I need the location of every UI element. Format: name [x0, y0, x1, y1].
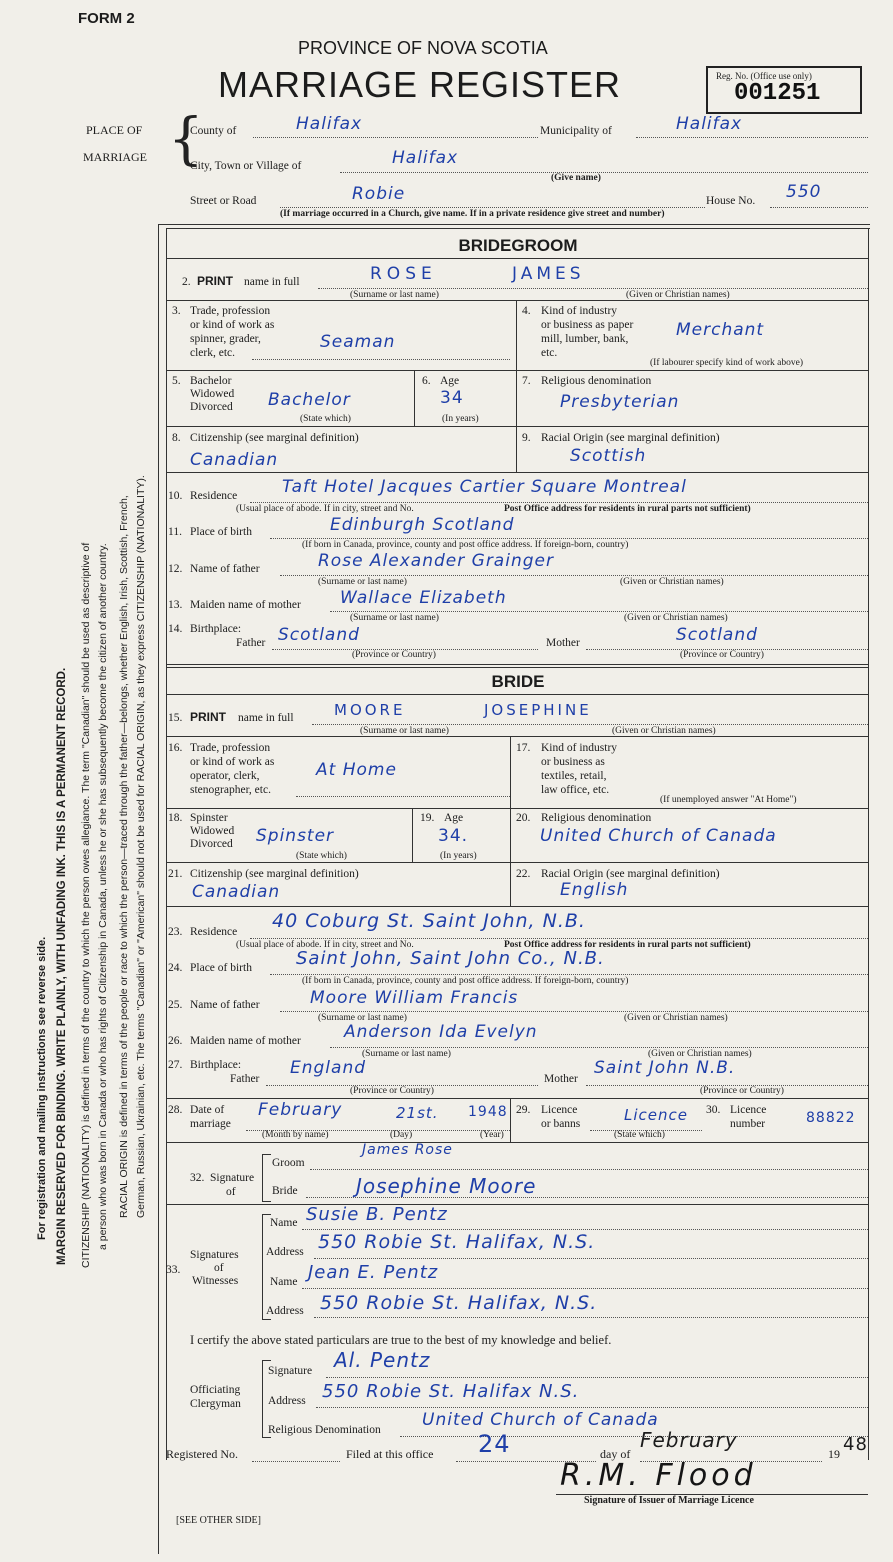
groom-given-name: JAMES	[512, 264, 585, 284]
bride-religion-label: Religious denomination	[541, 812, 652, 824]
bride-age-value: 34.	[438, 826, 469, 846]
groom-given-caption: (Given or Christian names)	[626, 290, 730, 300]
groom-f4-num: 4.	[522, 305, 531, 317]
groom-f9-num: 9.	[522, 432, 531, 444]
bride-f20-num: 20.	[516, 812, 531, 824]
margin-citizenship-definition: CITIZENSHIP (NATIONALITY) is defined in terms of the country to which the person owes allegiance. The term "Canadian" should be used as descriptive of	[80, 542, 92, 1268]
bride-residence-label: Residence	[190, 926, 238, 938]
filed-day: 24	[478, 1430, 511, 1458]
groom-age-caption: (In years)	[442, 414, 479, 424]
certification-statement: I certify the above stated particulars are true to the best of my knowledge and belief.	[190, 1333, 612, 1347]
registration-number-box	[706, 66, 862, 114]
groom-f2-num: 2.	[182, 276, 191, 288]
bride-f25-num: 25.	[168, 999, 183, 1011]
city-value: Halifax	[392, 148, 459, 168]
margin-citizenship-definition-2: a person who was born in Canada or who has rights of Citizenship in Canada, unless he or she has subsequently become the citizen of another country.	[97, 543, 109, 1250]
marriage-month-caption: (Month by name)	[262, 1130, 329, 1140]
street-value: Robie	[352, 184, 406, 204]
bride-status-caption: (State which)	[296, 851, 347, 861]
bride-f19-num: 19.	[420, 812, 435, 824]
groom-status-caption: (State which)	[300, 414, 351, 424]
witnesses-label-1: Signatures	[190, 1249, 239, 1261]
bride-father-value: Moore William Francis	[310, 988, 519, 1008]
form-number: FORM 2	[78, 10, 135, 27]
groom-age-value: 34	[440, 388, 464, 408]
house-no-label: House No.	[706, 195, 756, 207]
groom-birthplace-value: Edinburgh Scotland	[330, 515, 515, 535]
city-label: City, Town or Village of	[190, 160, 302, 172]
witness2-name-label: Name	[270, 1276, 298, 1288]
margin-racial-definition: RACIAL ORIGIN is defined in terms of the people or race to which the person—traced through the father—belongs, whether English, Irish, Scottish, French,	[118, 495, 130, 1218]
bride-origin-label: Racial Origin (see marginal definition)	[541, 868, 720, 880]
bride-f23-num: 23.	[168, 926, 183, 938]
bride-residence-value: 40 Coburg St. Saint John, N.B.	[272, 910, 586, 932]
clergyman-label-1: Officiating	[190, 1384, 241, 1396]
clergy-address: 550 Robie St. Halifax N.S.	[322, 1381, 580, 1402]
groom-name-label: name in full	[244, 276, 300, 288]
witness2-name: Jean E. Pentz	[308, 1262, 439, 1283]
bride-mother-value: Anderson Ida Evelyn	[344, 1022, 538, 1042]
street-label: Street or Road	[190, 195, 257, 207]
bride-f27-num: 27.	[168, 1059, 183, 1071]
bride-father-bp-caption: (Province or Country)	[350, 1086, 434, 1096]
bride-father-label: Name of father	[190, 999, 260, 1011]
marriage-day: 21st.	[396, 1104, 439, 1122]
witness2-address-label: Address	[266, 1305, 304, 1317]
bride-f24-num: 24.	[168, 962, 183, 974]
marriage-date-label-2: marriage	[190, 1118, 231, 1130]
bride-name-label: name in full	[238, 712, 294, 724]
bride-f16-num: 16.	[168, 742, 183, 754]
day-of-label: day of	[600, 1447, 631, 1461]
groom-father-surname-caption: (Surname or last name)	[318, 577, 407, 587]
municipality-value: Halifax	[676, 114, 743, 134]
groom-father-value: Rose Alexander Grainger	[318, 551, 554, 571]
groom-f10-num: 10.	[168, 490, 183, 502]
groom-industry-label-2: or business as paper	[541, 319, 634, 331]
margin-note-binding: MARGIN RESERVED FOR BINDING. WRITE PLAINLY, WITH UNFADING INK. THIS IS A PERMANENT RECORD.	[56, 667, 68, 1265]
groom-religion-label: Religious denomination	[541, 375, 652, 387]
groom-residence-value: Taft Hotel Jacques Cartier Square Montreal	[282, 477, 687, 497]
witness1-name-label: Name	[270, 1217, 298, 1229]
groom-age-label: Age	[440, 375, 460, 387]
groom-surname-caption: (Surname or last name)	[350, 290, 439, 300]
groom-f12-num: 12.	[168, 563, 183, 575]
licence-banns-label-1: Licence	[541, 1104, 578, 1116]
bride-status-label-1: Spinster	[190, 812, 228, 824]
groom-trade-value: Seaman	[320, 332, 396, 352]
groom-residence-caption: (Usual place of abode. If in city, street and No.	[236, 504, 414, 514]
groom-f6-num: 6.	[422, 375, 431, 387]
groom-signature: James Rose	[362, 1142, 453, 1158]
groom-residence-caption-2: Post Office address for residents in rural parts not sufficient)	[504, 504, 751, 514]
bride-industry-label-4: law office, etc.	[541, 784, 610, 796]
margin-note-instructions: For registration and mailing instructions see reverse side.	[36, 936, 48, 1240]
bride-mother-surname-caption: (Surname or last name)	[362, 1049, 451, 1059]
bride-birthplace-value: Saint John, Saint John Co., N.B.	[296, 948, 605, 969]
groom-residence-label: Residence	[190, 490, 238, 502]
bride-heading: BRIDE	[491, 672, 545, 691]
bride-industry-label-1: Kind of industry	[541, 742, 618, 754]
filed-year: 48	[843, 1434, 868, 1455]
page-title: MARRIAGE REGISTER	[218, 64, 622, 105]
witnesses-label-2: of	[214, 1262, 224, 1274]
margin-racial-definition-2: German, Russian, Ukrainian, etc. The terms "Canadian" or "American" should not be used for RACIAL ORIGIN, as they express CITIZENSHIP (NATIONALITY).	[135, 475, 147, 1218]
marriage-day-caption: (Day)	[390, 1130, 413, 1140]
bride-residence-caption: (Usual place of abode. If in city, street and No.	[236, 940, 414, 950]
marriage-label: MARRIAGE	[83, 150, 148, 164]
clergy-signature: Al. Pentz	[334, 1348, 431, 1372]
bride-birthplace-parents-label: Birthplace:	[190, 1059, 242, 1071]
witnesses-f33-num: 33.	[166, 1264, 181, 1276]
bride-citizenship-label: Citizenship (see marginal definition)	[190, 868, 359, 880]
groom-trade-label-4: clerk, etc.	[190, 347, 236, 359]
groom-mother-surname-caption: (Surname or last name)	[350, 613, 439, 623]
groom-father-bp-label: Father	[236, 637, 266, 649]
place-of-label: PLACE OF	[86, 123, 143, 137]
licence-banns-label-2: or banns	[541, 1118, 581, 1130]
groom-father-label: Name of father	[190, 563, 260, 575]
bridegroom-heading: BRIDEGROOM	[458, 236, 578, 255]
groom-status-label-3: Divorced	[190, 401, 233, 413]
groom-mother-bp-label: Mother	[546, 637, 580, 649]
marriage-f30-num: 30.	[706, 1104, 721, 1116]
clergyman-label-2: Clergyman	[190, 1398, 241, 1410]
witness1-address-label: Address	[266, 1246, 304, 1258]
groom-industry-note: (If labourer specify kind of work above)	[650, 358, 803, 368]
bride-trade-label-3: operator, clerk,	[190, 770, 260, 782]
groom-industry-label-3: mill, lumber, bank,	[541, 333, 629, 345]
groom-birthplace-parents-label: Birthplace:	[190, 623, 242, 635]
groom-status-value: Bachelor	[268, 390, 351, 410]
marriage-f29-num: 29.	[516, 1104, 531, 1116]
licence-number-label-1: Licence	[730, 1104, 767, 1116]
groom-industry-label-4: etc.	[541, 347, 558, 359]
house-no-value: 550	[786, 182, 822, 202]
bride-status-label-2: Widowed	[190, 825, 235, 837]
groom-mother-given-caption: (Given or Christian names)	[624, 613, 728, 623]
marriage-month: February	[258, 1100, 343, 1120]
groom-father-bp-value: Scotland	[278, 625, 360, 645]
clergy-denomination: United Church of Canada	[422, 1410, 659, 1430]
groom-mother-label: Maiden name of mother	[190, 599, 301, 611]
groom-industry-label-1: Kind of industry	[541, 305, 618, 317]
bride-surname: MOORE	[334, 701, 406, 719]
bride-origin-value: English	[560, 880, 629, 900]
groom-f13-num: 13.	[168, 599, 183, 611]
groom-father-given-caption: (Given or Christian names)	[620, 577, 724, 587]
see-other-side: [SEE OTHER SIDE]	[176, 1515, 261, 1526]
bride-f26-num: 26.	[168, 1035, 183, 1047]
groom-f11-num: 11.	[168, 526, 182, 538]
clergy-denomination-label: Religious Denomination	[268, 1424, 381, 1436]
bride-father-bp-label: Father	[230, 1073, 260, 1085]
groom-mother-bp-value: Scotland	[676, 625, 758, 645]
groom-f8-num: 8.	[172, 432, 181, 444]
groom-origin-label: Racial Origin (see marginal definition)	[541, 432, 720, 444]
licence-banns-value: Licence	[624, 1106, 688, 1124]
groom-f7-num: 7.	[522, 375, 531, 387]
bride-surname-caption: (Surname or last name)	[360, 726, 449, 736]
bride-father-given-caption: (Given or Christian names)	[624, 1013, 728, 1023]
registered-no-label: Registered No.	[166, 1447, 238, 1461]
marriage-year-caption: (Year)	[480, 1130, 504, 1140]
bride-signature-label: Bride	[272, 1185, 298, 1197]
bride-mother-given-caption: (Given or Christian names)	[648, 1049, 752, 1059]
county-value: Halifax	[296, 114, 363, 134]
bride-father-surname-caption: (Surname or last name)	[318, 1013, 407, 1023]
bride-f17-num: 17.	[516, 742, 531, 754]
groom-trade-label-2: or kind of work as	[190, 319, 275, 331]
marriage-date-label-1: Date of	[190, 1104, 225, 1116]
bride-print-label: PRINT	[190, 710, 226, 724]
groom-citizenship-value: Canadian	[190, 450, 279, 470]
groom-status-label-2: Widowed	[190, 388, 235, 400]
signature-of-label-2: of	[226, 1186, 236, 1198]
bride-f18-num: 18.	[168, 812, 183, 824]
bride-trade-label-2: or kind of work as	[190, 756, 275, 768]
groom-birthplace-label: Place of birth	[190, 526, 252, 538]
filed-label: Filed at this office	[346, 1447, 434, 1461]
signature-of-label-1: Signature	[210, 1172, 255, 1184]
bride-given-caption: (Given or Christian names)	[612, 726, 716, 736]
issuer-signature-label: Signature of Issuer of Marriage Licence	[584, 1495, 754, 1506]
bride-religion-value: United Church of Canada	[540, 826, 777, 846]
bride-trade-label-4: stenographer, etc.	[190, 784, 271, 796]
groom-birthplace-caption: (If born in Canada, province, county and post office address. If foreign-born, country)	[302, 540, 629, 550]
issuer-signature: R.M. Flood	[560, 1458, 757, 1493]
licence-number-value: 88822	[806, 1110, 856, 1126]
groom-signature-label: Groom	[272, 1157, 305, 1169]
groom-print-label: PRINT	[197, 274, 233, 288]
place-note: (If marriage occurred in a Church, give name. If in a private residence give street and number)	[280, 209, 665, 219]
clergy-address-label: Address	[268, 1395, 306, 1407]
bride-mother-bp-value: Saint John N.B.	[594, 1058, 736, 1078]
witness1-address: 550 Robie St. Halifax, N.S.	[318, 1231, 596, 1253]
groom-citizenship-label: Citizenship (see marginal definition)	[190, 432, 359, 444]
witnesses-label-3: Witnesses	[192, 1275, 239, 1287]
witness1-name: Susie B. Pentz	[306, 1204, 448, 1225]
bride-father-bp-value: England	[290, 1058, 367, 1078]
province-title: PROVINCE OF NOVA SCOTIA	[298, 38, 548, 58]
clergy-signature-label: Signature	[268, 1365, 313, 1377]
bride-industry-label-2: or business as	[541, 756, 605, 768]
licence-banns-caption: (State which)	[614, 1130, 665, 1140]
bride-f15-num: 15.	[168, 712, 183, 724]
groom-origin-value: Scottish	[570, 446, 647, 466]
bride-industry-note: (If unemployed answer "At Home")	[660, 795, 797, 805]
groom-trade-label-3: spinner, grader,	[190, 333, 261, 345]
groom-mother-value: Wallace Elizabeth	[340, 588, 507, 608]
groom-f5-num: 5.	[172, 375, 181, 387]
marriage-f28-num: 28.	[168, 1104, 183, 1116]
bride-given-name: JOSEPHINE	[484, 701, 592, 719]
bride-age-label: Age	[444, 812, 464, 824]
bride-mother-label: Maiden name of mother	[190, 1035, 301, 1047]
bride-industry-label-3: textiles, retail,	[541, 770, 607, 782]
groom-mother-bp-caption: (Province or Country)	[680, 650, 764, 660]
bride-f22-num: 22.	[516, 868, 531, 880]
place-brace: {	[168, 107, 204, 172]
bride-f21-num: 21.	[168, 868, 183, 880]
bride-status-value: Spinster	[256, 826, 335, 846]
filed-month: February	[640, 1428, 738, 1452]
bride-mother-bp-label: Mother	[544, 1073, 578, 1085]
county-label: County of	[190, 125, 237, 137]
groom-father-bp-caption: (Province or Country)	[352, 650, 436, 660]
bride-age-caption: (In years)	[440, 851, 477, 861]
groom-trade-label-1: Trade, profession	[190, 305, 271, 317]
groom-status-label-1: Bachelor	[190, 375, 232, 387]
groom-religion-value: Presbyterian	[560, 392, 680, 412]
bride-trade-label-1: Trade, profession	[190, 742, 271, 754]
bride-mother-bp-caption: (Province or Country)	[700, 1086, 784, 1096]
signature-f32-num: 32.	[190, 1172, 205, 1184]
bride-citizenship-value: Canadian	[192, 882, 281, 902]
bride-signature: Josephine Moore	[356, 1174, 537, 1198]
registration-number: 001251	[734, 80, 821, 107]
licence-number-label-2: number	[730, 1118, 766, 1130]
marriage-year: 1948	[468, 1104, 508, 1120]
bride-status-label-3: Divorced	[190, 838, 233, 850]
year-prefix: 19	[828, 1447, 840, 1461]
bride-birthplace-caption: (If born in Canada, province, county and post office address. If foreign-born, country)	[302, 976, 629, 986]
groom-surname: ROSE	[370, 264, 437, 284]
bride-birthplace-label: Place of birth	[190, 962, 252, 974]
municipality-label: Municipality of	[540, 125, 612, 137]
bride-residence-caption-2: Post Office address for residents in rural parts not sufficient)	[504, 940, 751, 950]
witness2-address: 550 Robie St. Halifax, N.S.	[320, 1292, 598, 1314]
groom-f3-num: 3.	[172, 305, 181, 317]
groom-industry-value: Merchant	[676, 320, 765, 340]
registration-number-label: Reg. No. (Office use only)	[716, 71, 812, 81]
give-name-caption: (Give name)	[551, 173, 601, 183]
groom-f14-num: 14.	[168, 623, 183, 635]
bride-trade-value: At Home	[316, 760, 397, 780]
